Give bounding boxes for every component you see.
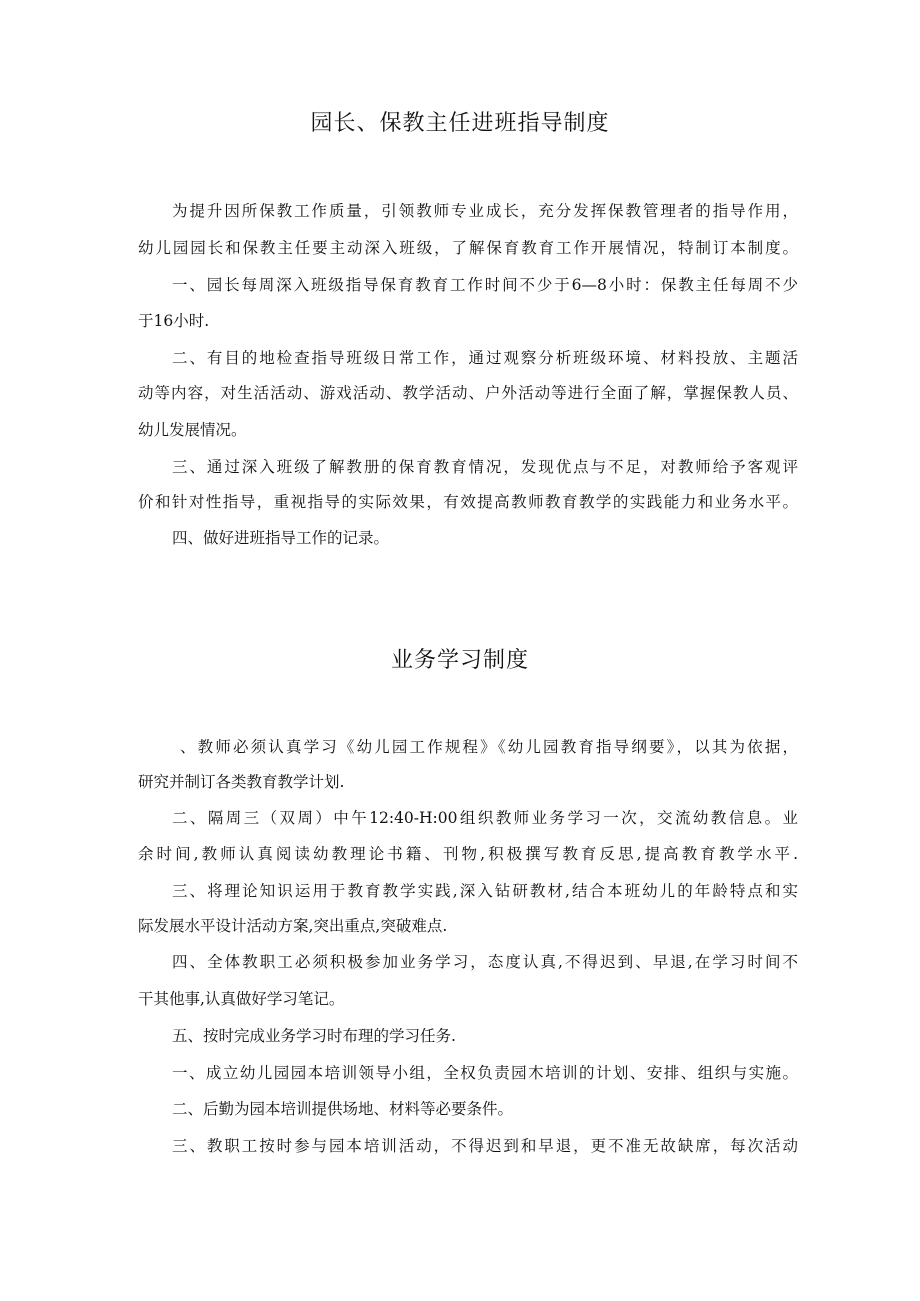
section2-line-4: 余时间,教师认真阅读幼教理论书籍、刊物,积极撰写教育反思,提高教育教学水平.: [138, 845, 798, 863]
section2-line-2: 研究并制订各类教育教学计划.: [138, 773, 345, 791]
section1-line-8: 三、通过深入班级了解教册的保育教育情况，发现优点与不足，对教师给予客观评: [172, 458, 798, 476]
section2-line-12: 三、教职工按时参与园本培训活动，不得迟到和早退，更不准无故缺席，每次活动: [172, 1137, 798, 1155]
section2-line-9: 五、按时完成业务学习时布理的学习任务.: [172, 1027, 456, 1045]
section2-line-7: 四、全体教职工必须积极参加业务学习，态度认真,不得迟到、早退,在学习时间不: [172, 953, 798, 971]
section1-line-1: 为提升因所保教工作质量，引领教师专业成长，充分发挥保教管理者的指导作用，: [172, 202, 798, 220]
section2-line-3: 二、隔周三（双周）中午12:40-H:00组织教师业务学习一次，交流幼教信息。业: [172, 809, 798, 827]
section2-line-1: 、教师必须认真学习《幼儿园工作规程》《幼儿园教育指导纲要》，以其为依据，: [180, 738, 798, 756]
section2-line-6: 际发展水平设计活动方案,突出重点,突破难点.: [138, 917, 448, 935]
section2-line-11: 二、后勤为园本培训提供场地、材料等必要条件。: [172, 1100, 514, 1118]
section1-line-5: 二、有目的地检查指导班级日常工作，通过观察分析班级环境、材料投放、主题活: [172, 349, 798, 367]
section2-line-5: 三、将理论知识运用于教育教学实践,深入钻研教材,结合本班幼儿的年龄特点和实: [172, 882, 798, 900]
section1-line-7: 幼儿发展情况。: [138, 421, 247, 439]
section2-line-8: 干其他事,认真做好学习笔记。: [138, 990, 345, 1008]
section2-line-10: 一、成立幼儿园园本培训领导小组，全权负责园木培训的计划、安排、组织与实施。: [172, 1064, 798, 1082]
section1-line-10: 四、做好进班指导工作的记录。: [172, 529, 390, 547]
section2-title: 业务学习制度: [390, 648, 529, 673]
section1-line-9: 价和针对性指导，重视指导的实际效果，有效提高教师教育教学的实践能力和业务水平。: [138, 493, 798, 511]
section1-line-3: 一、园长每周深入班级指导保育教育工作时间不少于6—8小时：保教主任每周不少: [172, 276, 798, 294]
section1-line-4: 于16小时.: [138, 312, 210, 330]
section1-line-6: 动等内容，对生活活动、游戏活动、教学活动、户外活动等进行全面了解，掌握保教人员、: [138, 384, 798, 402]
section1-line-2: 幼儿园园长和保教主任要主动深入班级，了解保育教育工作开展情况，特制订本制度。: [138, 239, 798, 257]
section1-title: 园长、保教主任进班指导制度: [310, 111, 610, 136]
